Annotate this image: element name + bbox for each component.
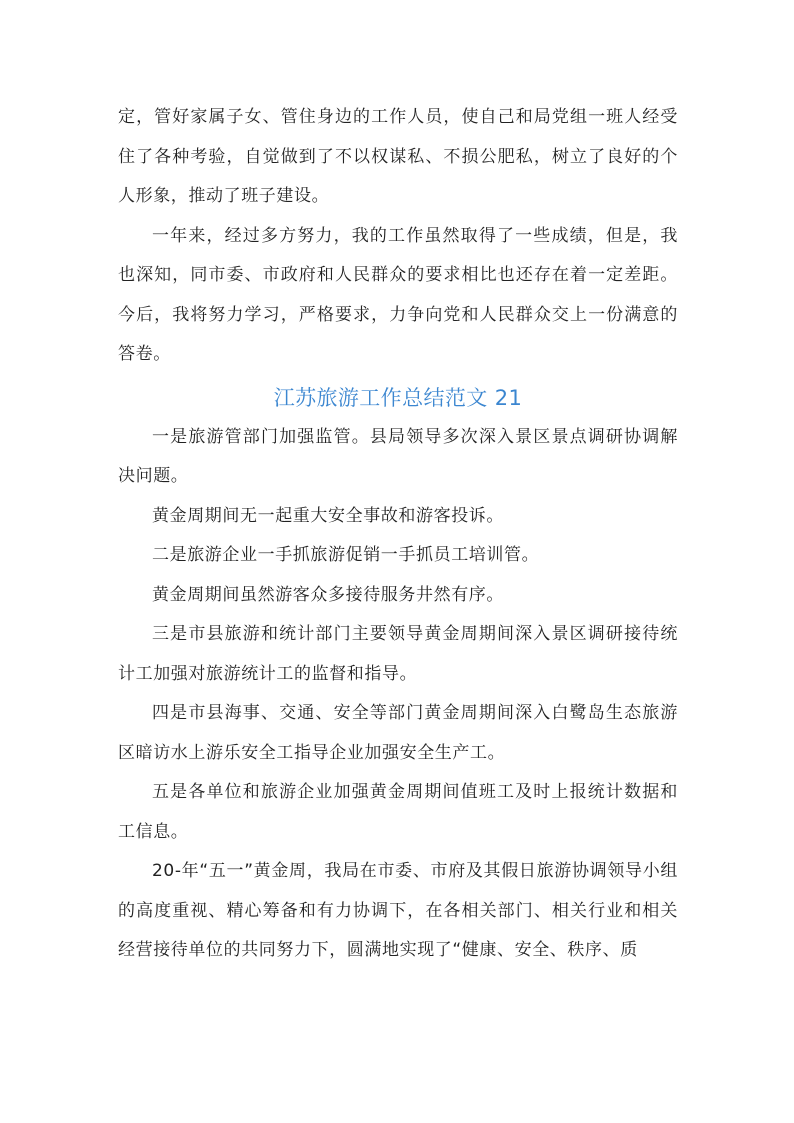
section-title: 江苏旅游工作总结范文 21	[273, 385, 523, 410]
paragraph-item-1: 一是旅游管部门加强监管。县局领导多次深入景区景点调研协调解决问题。	[118, 426, 678, 486]
paragraph-item-3: 二是旅游企业一手抓旅游促销一手抓员工培训管。	[152, 545, 540, 565]
paragraph-item-7: 五是各单位和旅游企业加强黄金周期间值班工及时上报统计数据和工信息。	[118, 782, 678, 842]
paragraph-item-2: 黄金周期间无一起重大安全事故和游客投诉。	[152, 505, 504, 526]
paragraph-summary: 一年来，经过多方努力，我的工作虽然取得了一些成绩，但是，我也深知，同市委、市政府和人民群众的要求相比也还存在着一定差距。今后，我将努力学习，严格要求，力争向党和人民群众交上一份满意的答卷。	[118, 225, 678, 364]
document-content	[118, 98, 678, 971]
paragraph-item-5: 三是市县旅游和统计部门主要领导黄金周期间深入景区调研接待统计工加强对旅游统计工的监督和指导。	[118, 624, 678, 684]
paragraph-item-4: 黄金周期间虽然游客众多接待服务井然有序。	[152, 584, 504, 605]
paragraph-item-8: 20-年“五一”黄金周，我局在市委、市府及其假日旅游协调领导小组的高度重视、精心筹备和有力协调下，在各相关部门、相关行业和相关经营接待单位的共同努力下，圆满地实现了“健康、安全、秩序、质	[118, 861, 678, 960]
paragraph-continuation: 定，管好家属子女、管住身边的工作人员，使自己和局党组一班人经受住了各种考验，自觉做到了不以权谋私、不损公肥私，树立了良好的个人形象，推动了班子建设。	[118, 107, 678, 206]
paragraph-item-6: 四是市县海事、交通、安全等部门黄金周期间深入白鹭岛生态旅游区暗访水上游乐安全工指导企业加强安全生产工。	[118, 703, 678, 763]
